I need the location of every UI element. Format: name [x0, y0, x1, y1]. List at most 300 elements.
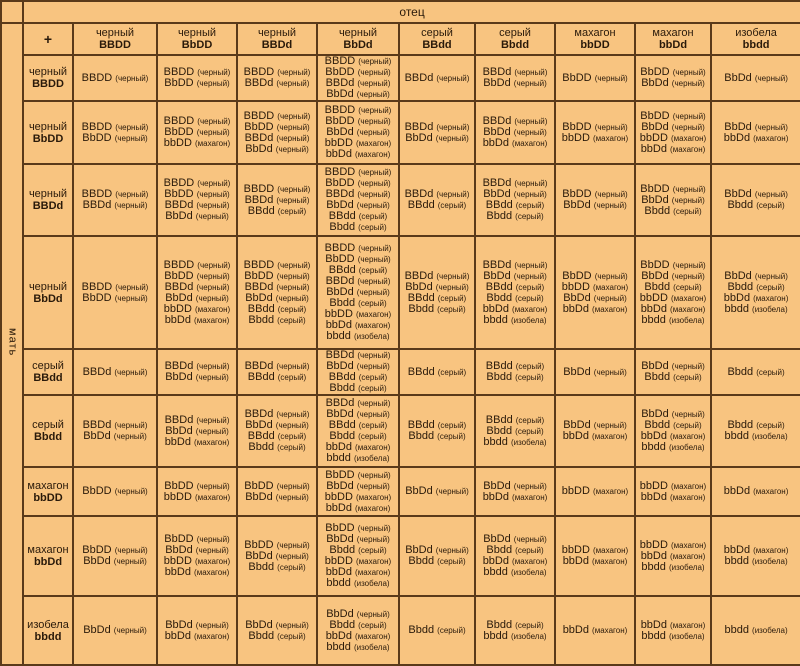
offspring-color: (черный) [277, 184, 311, 194]
offspring-genotype: Bbdd [408, 430, 435, 442]
offspring-genotype: bbDd [482, 555, 509, 567]
offspring-cell [237, 349, 317, 395]
offspring-color: (черный) [114, 293, 148, 303]
offspring-genotype: bbDD [163, 302, 192, 315]
offspring-color: (черный) [114, 133, 148, 143]
offspring-color: (серый) [277, 315, 306, 325]
offspring-color: (черный) [358, 244, 392, 253]
offspring-color: (черный) [276, 410, 310, 419]
offspring-color: (черный) [196, 271, 230, 281]
offspring-cell [475, 236, 555, 349]
offspring-color: (черный) [436, 271, 470, 281]
offspring-entry [238, 442, 316, 453]
mother-row [1, 164, 800, 236]
offspring-cell [73, 516, 157, 596]
offspring-genotype: BBDd [404, 188, 434, 200]
father-genotype: BBDD [99, 39, 131, 51]
offspring-color: (серый) [358, 212, 388, 221]
offspring-genotype: BBDD [163, 66, 195, 78]
offspring-color: (серый) [277, 443, 306, 452]
offspring-genotype: BbDd [165, 618, 193, 631]
offspring-color: (махагон) [194, 304, 231, 314]
offspring-genotype: BBdd [247, 204, 275, 217]
offspring-entry [318, 89, 398, 100]
offspring-cell [157, 55, 237, 101]
offspring-cell [317, 101, 399, 164]
offspring-genotype: BBdd [328, 264, 356, 276]
offspring-entry [712, 133, 800, 144]
offspring-genotype: BbDD [325, 522, 355, 534]
offspring-genotype: BBdd [328, 210, 356, 222]
offspring-entry [400, 200, 474, 211]
offspring-color: (черный) [195, 620, 229, 630]
offspring-color: (махагон) [194, 492, 231, 502]
offspring-color: (серый) [515, 201, 545, 210]
offspring-genotype: bbDD [561, 280, 590, 293]
offspring-entry [238, 631, 316, 642]
offspring-color: (черный) [114, 201, 148, 210]
offspring-genotype: bbDd [325, 319, 352, 331]
offspring-color: (черный) [276, 540, 310, 550]
father-genotype: BbDd [343, 39, 373, 51]
offspring-genotype: BBDD [163, 177, 195, 189]
offspring-color: (махагон) [512, 557, 548, 566]
offspring-genotype: BBDd [82, 365, 112, 378]
offspring-color: (серый) [437, 367, 467, 377]
offspring-cell [555, 101, 635, 164]
offspring-cell [555, 55, 635, 101]
offspring-entry [74, 200, 156, 211]
offspring-genotype: BbDD [325, 66, 355, 78]
offspring-entry [238, 206, 316, 217]
offspring-color: (черный) [115, 190, 149, 199]
mother-color: серый [32, 360, 64, 372]
offspring-entry [712, 556, 800, 567]
offspring-cell [635, 596, 711, 665]
offspring-entry [476, 567, 554, 578]
offspring-color: (черный) [356, 481, 390, 491]
offspring-color: (серый) [358, 620, 387, 630]
offspring-cell [711, 467, 800, 516]
offspring-genotype: Bbdd [486, 371, 513, 383]
offspring-genotype: bbDd [562, 555, 589, 567]
offspring-color: (черный) [358, 57, 392, 66]
offspring-color: (черный) [195, 546, 229, 555]
offspring-genotype: bbDd [723, 131, 751, 144]
offspring-genotype: bbdd [724, 624, 749, 636]
offspring-genotype: bbDd [640, 430, 667, 442]
offspring-genotype: BbDd [483, 479, 511, 492]
offspring-color: (черный) [672, 184, 706, 194]
offspring-color: (изобела) [353, 332, 390, 341]
offspring-genotype: BbDd [83, 430, 111, 442]
offspring-color: (черный) [196, 128, 230, 137]
offspring-color: (черный) [115, 282, 149, 292]
offspring-genotype: BbDD [164, 479, 194, 492]
offspring-entry [318, 453, 398, 464]
offspring-color: (черный) [593, 421, 627, 430]
offspring-entry [556, 486, 634, 497]
offspring-color: (изобела) [668, 562, 705, 572]
offspring-color: (черный) [275, 551, 309, 561]
offspring-genotype: BbDd [563, 365, 591, 378]
offspring-entry [400, 304, 474, 315]
table-body [1, 1, 800, 665]
offspring-genotype: bbDd [325, 501, 352, 514]
offspring-entry [476, 631, 554, 642]
offspring-color: (черный) [356, 410, 390, 419]
offspring-genotype: bbDD [163, 137, 192, 149]
offspring-genotype: Bbdd [727, 199, 754, 211]
offspring-color: (серый) [673, 282, 702, 292]
offspring-genotype: bbDd [482, 302, 509, 315]
offspring-color: (махагон) [670, 620, 706, 630]
mother-row-header [23, 101, 73, 164]
offspring-genotype: BbDd [165, 424, 193, 437]
offspring-color: (махагон) [355, 568, 391, 577]
offspring-color: (махагон) [670, 293, 707, 303]
offspring-entry [74, 625, 156, 636]
offspring-genotype: BbDD [562, 71, 592, 84]
offspring-color: (черный) [435, 487, 469, 496]
offspring-genotype: bbDd [164, 629, 191, 642]
offspring-genotype: bbDD [639, 479, 668, 492]
offspring-entry [636, 631, 710, 642]
offspring-color: (черный) [196, 79, 230, 88]
father-color: махагон [574, 27, 616, 39]
offspring-color: (махагон) [670, 304, 706, 314]
offspring-genotype: bbdd [483, 629, 508, 642]
mother-genotype: BBDd [32, 200, 64, 212]
offspring-color: (серый) [756, 201, 785, 210]
offspring-cell [555, 596, 635, 665]
mother-row [1, 349, 800, 395]
father-genotype: bbdd [742, 39, 770, 51]
offspring-color: (махагон) [592, 487, 629, 496]
offspring-color: (махагон) [355, 321, 391, 330]
offspring-cell [73, 101, 157, 164]
mother-label: мать [6, 328, 19, 357]
offspring-cell [399, 55, 475, 101]
offspring-genotype: BbDd [245, 419, 273, 431]
offspring-color: (серый) [515, 426, 544, 436]
offspring-color: (изобела) [510, 315, 547, 325]
father-color: черный [95, 27, 135, 39]
offspring-genotype: Bbdd [408, 555, 435, 567]
offspring-genotype: Bbdd [644, 419, 671, 431]
offspring-entry [556, 133, 634, 144]
offspring-cell [711, 516, 800, 596]
offspring-cell [399, 516, 475, 596]
offspring-entry [476, 78, 554, 89]
offspring-genotype: bbDD [561, 131, 590, 144]
offspring-color: (серый) [515, 373, 544, 382]
offspring-genotype: BbDD [164, 77, 194, 89]
offspring-color: (черный) [113, 557, 147, 566]
offspring-genotype: BBDd [244, 360, 274, 372]
offspring-genotype: bbdd [326, 452, 351, 464]
offspring-genotype: Bbdd [329, 221, 356, 233]
offspring-genotype: BbDD [562, 120, 592, 133]
offspring-color: (черный) [196, 362, 230, 371]
offspring-color: (черный) [754, 271, 788, 281]
offspring-cell [711, 596, 800, 665]
offspring-color: (черный) [357, 79, 391, 88]
offspring-color: (серый) [437, 293, 467, 303]
offspring-entry [158, 138, 236, 149]
offspring-entry [636, 144, 710, 155]
offspring-color: (черный) [593, 201, 627, 210]
offspring-genotype: bbDd [482, 490, 509, 503]
offspring-cell [475, 349, 555, 395]
offspring-color: (черный) [754, 190, 788, 199]
offspring-cell [555, 236, 635, 349]
offspring-cell [635, 349, 711, 395]
offspring-color: (черный) [671, 122, 705, 132]
offspring-color: (черный) [195, 373, 229, 382]
offspring-genotype: BbDD [325, 253, 355, 265]
offspring-genotype: BBdd [247, 302, 275, 315]
offspring-genotype: bbdd [641, 560, 666, 573]
offspring-cell [635, 236, 711, 349]
offspring-genotype: bbDD [324, 137, 353, 149]
offspring-cell [399, 349, 475, 395]
offspring-color: (серый) [277, 304, 307, 314]
offspring-color: (изобела) [752, 626, 788, 635]
offspring-cell [157, 596, 237, 665]
offspring-entry [712, 73, 800, 84]
offspring-cell [157, 467, 237, 516]
mother-row [1, 596, 800, 665]
father-genotype: BBDd [261, 39, 293, 51]
offspring-color: (черный) [357, 68, 391, 77]
offspring-color: (черный) [114, 487, 148, 496]
offspring-entry [712, 189, 800, 200]
offspring-genotype: Bbdd [248, 313, 275, 326]
offspring-color: (черный) [196, 190, 230, 199]
offspring-color: (серый) [277, 206, 307, 216]
offspring-genotype: Bbdd [408, 302, 435, 315]
offspring-genotype: bbDd [640, 490, 667, 503]
offspring-color: (черный) [357, 524, 391, 533]
offspring-color: (серый) [515, 293, 544, 303]
offspring-genotype: BbDD [82, 544, 112, 556]
offspring-color: (черный) [197, 117, 231, 126]
mother-label-cell [1, 23, 23, 665]
offspring-color: (черный) [514, 117, 548, 126]
offspring-color: (черный) [196, 282, 230, 292]
offspring-color: (изобела) [668, 443, 705, 452]
father-genotype: bbDD [580, 39, 610, 51]
offspring-color: (черный) [358, 106, 392, 115]
offspring-entry [712, 486, 800, 497]
offspring-color: (махагон) [355, 443, 391, 452]
offspring-color: (серый) [515, 415, 545, 425]
offspring-genotype: bbDd [562, 430, 589, 442]
offspring-genotype: BbDd [326, 360, 354, 372]
offspring-genotype: BBDd [404, 71, 434, 84]
offspring-color: (изобела) [668, 631, 705, 641]
father-color: серый [499, 27, 531, 39]
offspring-genotype: bbDd [325, 148, 352, 160]
father-genotype: BbDD [181, 39, 213, 51]
offspring-genotype: bbDD [639, 131, 668, 144]
offspring-entry [74, 73, 156, 84]
offspring-genotype: bbdd [326, 330, 351, 342]
father-column-header [157, 23, 237, 55]
offspring-entry [712, 271, 800, 282]
offspring-genotype: Bbdd [727, 419, 754, 431]
father-color: изобела [735, 27, 777, 39]
offspring-color: (серый) [437, 557, 466, 566]
offspring-entry [712, 367, 800, 378]
offspring-cell [555, 395, 635, 467]
offspring-genotype: BBDD [81, 280, 113, 293]
offspring-genotype: BBDd [82, 199, 112, 211]
offspring-genotype: BbDd [245, 291, 273, 304]
offspring-color: (махагон) [355, 492, 392, 502]
offspring-genotype: BbDd [483, 188, 511, 200]
offspring-color: (черный) [357, 470, 391, 480]
offspring-genotype: bbDD [324, 308, 353, 320]
offspring-cell [635, 467, 711, 516]
offspring-genotype: bbDd [723, 485, 751, 497]
offspring-genotype: BbDD [244, 479, 274, 492]
offspring-color: (черный) [357, 399, 391, 408]
mother-row-header [23, 164, 73, 236]
offspring-genotype: BBDd [244, 408, 274, 420]
offspring-color: (махагон) [194, 557, 231, 566]
offspring-genotype: Bbdd [486, 424, 513, 437]
father-column-header [73, 23, 157, 55]
offspring-genotype: bbDD [163, 555, 192, 567]
offspring-genotype: BbDD [325, 468, 355, 481]
offspring-entry [476, 492, 554, 503]
offspring-entry [74, 556, 156, 567]
offspring-genotype: BBDD [81, 188, 113, 200]
offspring-genotype: bbDD [639, 291, 668, 304]
offspring-entry [636, 492, 710, 503]
offspring-genotype: BbDd [724, 120, 752, 133]
offspring-color: (серый) [358, 373, 388, 382]
offspring-color: (серый) [358, 546, 387, 555]
offspring-genotype: BbDD [325, 115, 355, 127]
father-column-header [317, 23, 399, 55]
offspring-color: (серый) [756, 421, 785, 430]
offspring-color: (черный) [672, 260, 706, 270]
father-column-header [555, 23, 635, 55]
offspring-genotype: BbDd [165, 544, 193, 556]
offspring-color: (махагон) [670, 551, 706, 561]
offspring-color: (махагон) [355, 150, 391, 159]
offspring-color: (черный) [195, 426, 229, 436]
offspring-genotype: bbDd [640, 618, 667, 631]
offspring-color: (изобела) [752, 557, 788, 566]
mother-color: махагон [27, 544, 69, 556]
offspring-color: (махагон) [355, 557, 392, 566]
offspring-entry [238, 492, 316, 503]
offspring-genotype: bbDD [324, 490, 353, 503]
offspring-color: (махагон) [592, 282, 629, 292]
offspring-entry [476, 437, 554, 448]
mother-row [1, 55, 800, 101]
offspring-entry [712, 431, 800, 442]
offspring-cell [317, 349, 399, 395]
mother-genotype: bbdd [34, 630, 62, 643]
offspring-color: (черный) [195, 212, 229, 221]
offspring-entry [556, 431, 634, 442]
offspring-genotype: BBdd [407, 419, 435, 431]
offspring-genotype: Bbdd [644, 204, 671, 217]
offspring-genotype: Bbdd [486, 210, 513, 222]
offspring-genotype: BBDd [325, 77, 355, 89]
offspring-genotype: Bbdd [644, 371, 671, 383]
offspring-genotype: BBDd [244, 131, 274, 144]
offspring-cell [475, 101, 555, 164]
offspring-color: (черный) [436, 190, 470, 199]
offspring-entry [400, 486, 474, 497]
offspring-color: (черный) [435, 282, 469, 292]
offspring-entry [476, 315, 554, 326]
offspring-genotype: BBDD [243, 258, 275, 271]
offspring-cell [237, 516, 317, 596]
offspring-color: (махагон) [194, 139, 231, 148]
offspring-genotype: bbDd [325, 441, 352, 453]
offspring-color: (махагон) [592, 626, 628, 635]
offspring-color: (черный) [115, 122, 149, 132]
offspring-color: (черный) [277, 68, 311, 77]
offspring-genotype: BbDd [83, 555, 111, 567]
offspring-color: (махагон) [512, 492, 548, 502]
offspring-color: (черный) [196, 481, 230, 491]
offspring-cell [237, 236, 317, 349]
offspring-color: (махагон) [194, 568, 230, 577]
offspring-color: (серый) [437, 421, 467, 430]
father-genotype: BBdd [422, 39, 452, 51]
offspring-genotype: BbDd [405, 131, 433, 144]
mother-row-header [23, 596, 73, 665]
father-title-row [1, 1, 800, 23]
offspring-genotype: BBdd [407, 199, 435, 211]
offspring-cell [399, 467, 475, 516]
offspring-color: (махагон) [512, 139, 548, 148]
father-color: черный [177, 27, 217, 39]
offspring-genotype: bbdd [483, 313, 508, 326]
offspring-entry [556, 367, 634, 378]
offspring-entry [712, 304, 800, 315]
offspring-genotype: BBdd [485, 360, 513, 372]
offspring-genotype: Bbdd [329, 297, 356, 309]
offspring-genotype: Bbdd [248, 629, 275, 642]
offspring-genotype: bbdd [641, 313, 666, 326]
offspring-cell [475, 55, 555, 101]
offspring-cell [157, 349, 237, 395]
offspring-entry [158, 315, 236, 326]
offspring-genotype: BbDD [562, 188, 592, 200]
offspring-genotype: BbDD [640, 66, 670, 78]
offspring-cell [73, 164, 157, 236]
offspring-cell [317, 55, 399, 101]
offspring-genotype: BBDd [244, 193, 274, 206]
offspring-genotype: BBDd [325, 188, 355, 200]
offspring-color: (черный) [276, 133, 310, 143]
offspring-entry [238, 372, 316, 383]
offspring-color: (махагон) [592, 304, 628, 314]
offspring-cell [317, 395, 399, 467]
offspring-entry [476, 211, 554, 222]
offspring-genotype: BbDD [325, 177, 355, 189]
mother-row [1, 516, 800, 596]
